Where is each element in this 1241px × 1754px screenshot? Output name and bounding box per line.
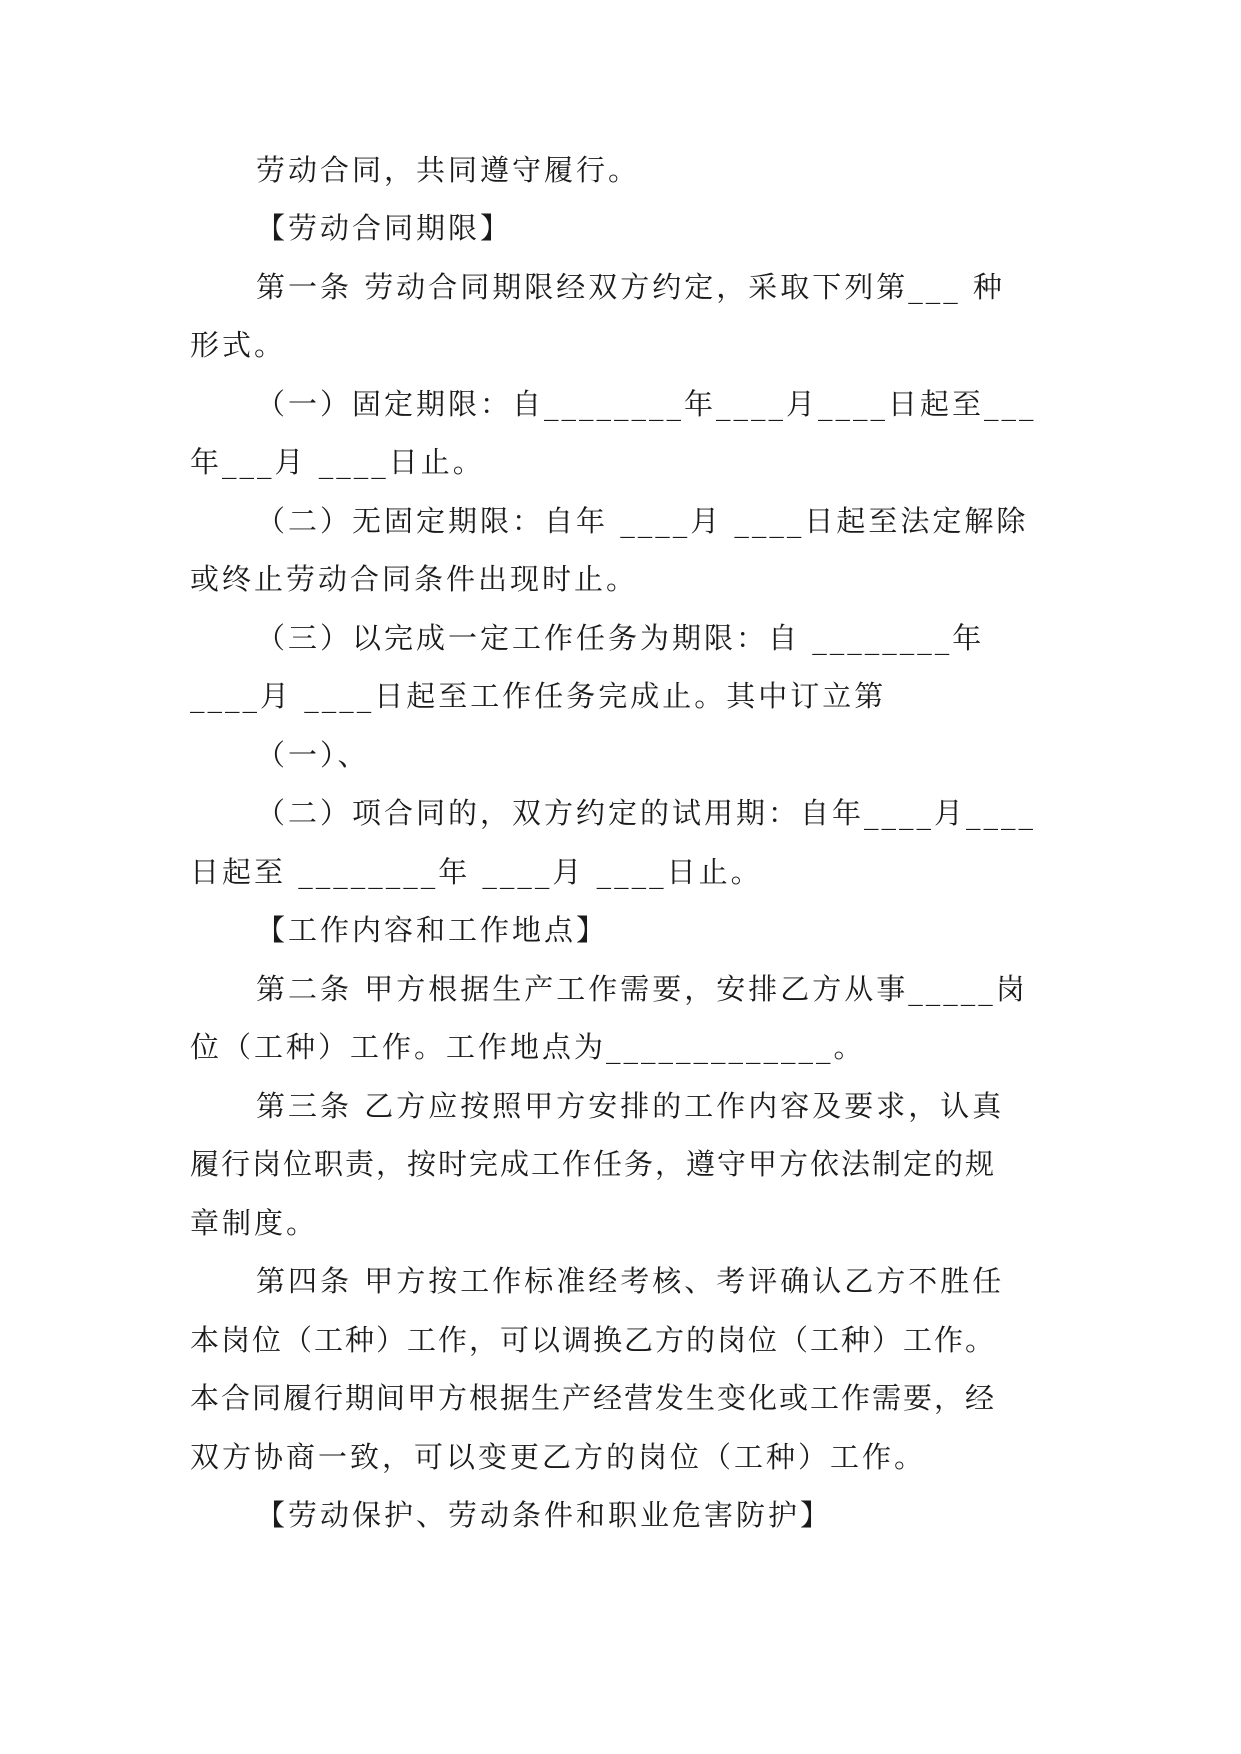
text-line: 位（工种）工作。工作地点为_____________。 <box>190 1030 866 1064</box>
text-line: 第三条 乙方应按照甲方安排的工作内容及要求，认真 <box>256 1089 1005 1123</box>
text-line: （二）无固定期限：自年 ____月 ____日起至法定解除 <box>256 504 1029 538</box>
text-line: ____月 ____日起至工作任务完成止。其中订立第 <box>190 679 887 713</box>
text-line: 年___月 ____日止。 <box>190 445 485 479</box>
section-heading: 【工作内容和工作地点】 <box>256 913 609 947</box>
text-line: 双方协商一致，可以变更乙方的岗位（工种）工作。 <box>190 1440 927 1474</box>
text-line: 或终止劳动合同条件出现时止。 <box>190 562 639 596</box>
text-line: 章制度。 <box>190 1206 319 1240</box>
text-line: （一）、 <box>256 738 370 772</box>
text-line: （一）固定期限：自________年____月____日起至___ <box>256 387 1037 421</box>
text-line: 本岗位（工种）工作，可以调换乙方的岗位（工种）工作。 <box>190 1323 997 1357</box>
text-line: 第一条 劳动合同期限经双方约定，采取下列第___ 种 <box>256 270 1005 304</box>
text-line: 形式。 <box>190 328 287 362</box>
text-line: （三）以完成一定工作任务为期限：自 ________年 <box>256 621 985 655</box>
text-line: 第二条 甲方根据生产工作需要，安排乙方从事_____岗 <box>256 972 1028 1006</box>
text-line: （二）项合同的，双方约定的试用期：自年____月____ <box>256 796 1037 830</box>
section-heading: 【劳动合同期限】 <box>256 211 513 245</box>
text-line: 本合同履行期间甲方根据生产经营发生变化或工作需要，经 <box>190 1381 997 1415</box>
text-line: 第四条 甲方按工作标准经考核、考评确认乙方不胜任 <box>256 1264 1005 1298</box>
section-heading: 【劳动保护、劳动条件和职业危害防护】 <box>256 1498 833 1532</box>
text-line: 日起至 ________年 ____月 ____日止。 <box>190 855 763 889</box>
text-line: 履行岗位职责，按时完成工作任务，遵守甲方依法制定的规 <box>190 1147 997 1181</box>
text-line: 劳动合同，共同遵守履行。 <box>256 153 641 187</box>
